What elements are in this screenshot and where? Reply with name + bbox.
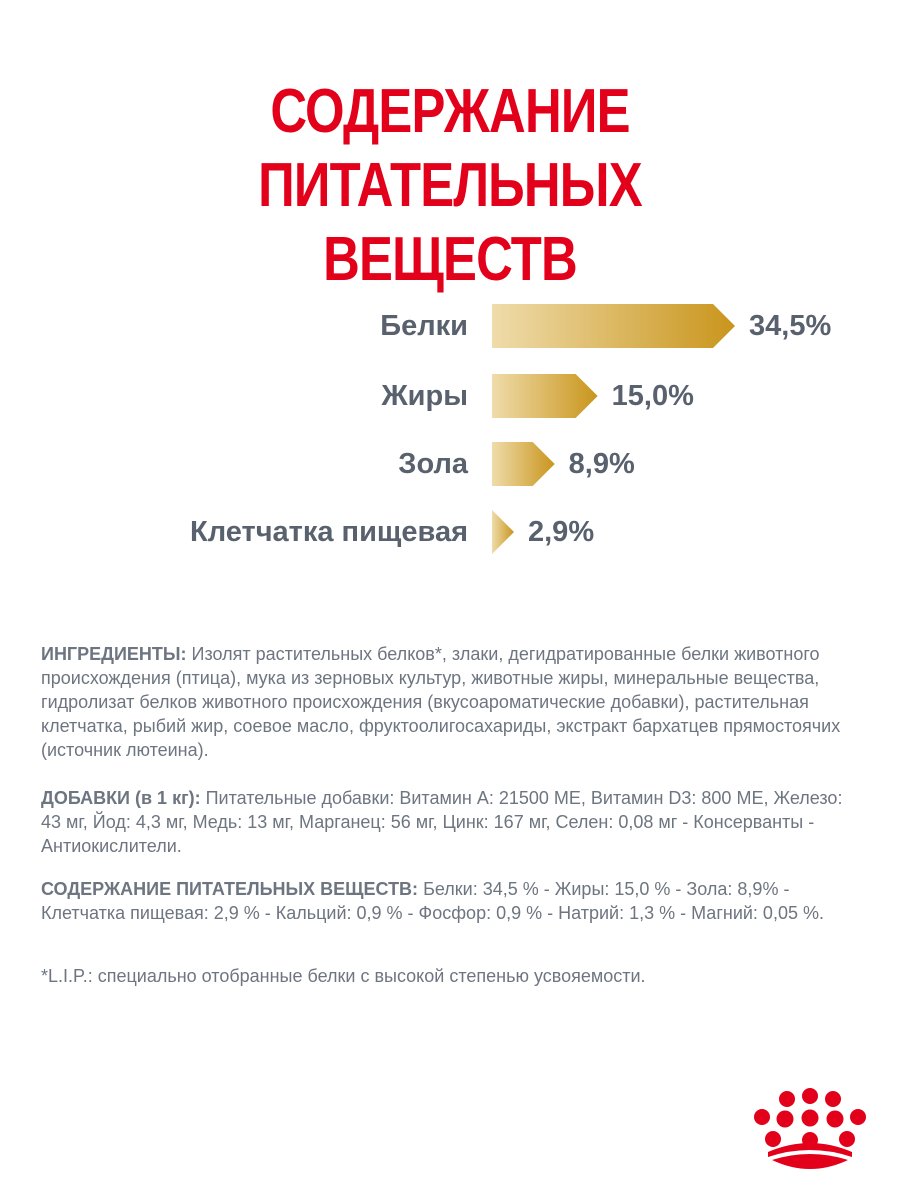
nutrient-label: Жиры xyxy=(381,380,468,412)
additives-heading: ДОБАВКИ (в 1 кг): xyxy=(41,788,201,808)
nutrient-bar xyxy=(492,510,514,554)
nutrient-label: Клетчатка пищевая xyxy=(190,516,468,548)
nutrient-label: Белки xyxy=(380,310,468,342)
nutrient-value: 8,9% xyxy=(568,448,635,480)
nutrient-value: 15,0% xyxy=(611,380,694,412)
nutrient-bar xyxy=(492,304,735,348)
page-title xyxy=(81,75,819,297)
nutrient-row-protein xyxy=(0,304,900,348)
nutrient-row-ash xyxy=(0,442,900,486)
nutrient-label: Зола xyxy=(398,448,468,480)
ingredients-text: Изолят растительных белков*, злаки, дегидратированные белки животного происхождения (птица), мука из зерновых культур, животные жиры, минеральные вещества, гидролизат белков животного происхождения (вкусоароматические добавки), растительная клетчатка, рыбий жир, соевое масло, фруктоолигосахариды, экстракт бархатцев прямостоячих (источник лютеина). xyxy=(41,644,841,760)
ingredients-heading: ИНГРЕДИЕНТЫ: xyxy=(41,644,187,664)
nutrient-value: 2,9% xyxy=(528,516,595,548)
nutrition-paragraph xyxy=(41,877,866,925)
additives-paragraph xyxy=(41,786,866,858)
ingredients-paragraph xyxy=(41,642,866,762)
royal-canin-crown-icon xyxy=(750,1088,870,1176)
nutrient-bar xyxy=(492,442,555,486)
nutrition-text: Белки: 34,5 % - Жиры: 15,0 % - Зола: 8,9% - Клетчатка пищевая: 2,9 % - Кальций: 0,9 % - Фосфор: 0,9 % - Натрий: 1,3 % - Магний: 0,05 %. xyxy=(41,879,824,923)
nutrient-value: 34,5% xyxy=(749,310,832,342)
title-line-1: СОДЕРЖАНИЕ ПИТАТЕЛЬНЫХ xyxy=(258,77,642,220)
footnote: *L.I.P.: специально отобранные белки с высокой степенью усвояемости. xyxy=(41,966,646,986)
additives-text: Питательные добавки: Витамин A: 21500 МЕ, Витамин D3: 800 МЕ, Железо: 43 мг, Йод: 4,3 мг, Медь: 13 мг, Марганец: 56 мг, Цинк: 167 мг, Селен: 0,08 мг - Консерванты - Антиокислители. xyxy=(41,788,843,856)
nutrient-row-fat xyxy=(0,374,900,418)
nutrition-heading: СОДЕРЖАНИЕ ПИТАТЕЛЬНЫХ ВЕЩЕСТВ: xyxy=(41,879,419,899)
nutrient-bar xyxy=(492,374,598,418)
title-line-2: ВЕЩЕСТВ xyxy=(323,225,577,294)
nutrient-row-fiber xyxy=(0,510,900,554)
